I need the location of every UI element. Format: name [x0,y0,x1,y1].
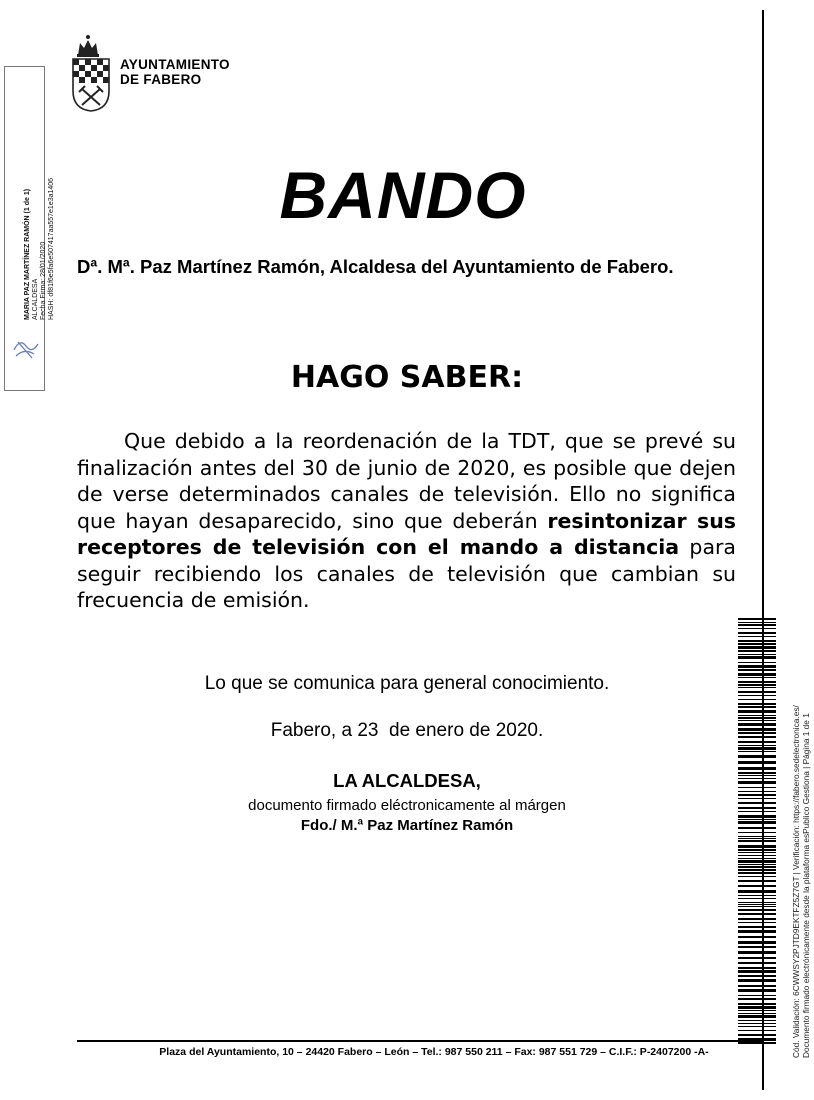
barcode-bar [738,827,776,829]
barcode-bar [738,941,776,944]
signature-date-line: Fecha Firma: 28/01/2020 [40,241,47,320]
barcode-bar [738,906,776,907]
intro-paragraph: Dª. Mª. Paz Martínez Ramón, Alcaldesa del Ayuntamiento de Fabero. [77,256,674,277]
barcode-bar [738,1020,776,1021]
barcode-bar [738,745,776,746]
barcode-bar [738,872,776,874]
barcode-bar [738,864,776,865]
barcode-bar [738,975,776,977]
barcode-bar [738,1042,776,1044]
barcode-bar [738,798,776,799]
barcode-bar [738,628,776,629]
body-paragraph [77,428,736,614]
barcode-bar [738,1015,776,1018]
body-text-emphasis: resintonizar sus receptores de televisión con el mando a distancia [77,508,736,559]
barcode-bar [738,918,776,920]
barcode-bar [738,840,776,842]
barcode-bar [738,930,776,933]
barcode-bar [738,926,776,928]
barcode-bar [738,936,776,938]
barcode-bar [738,706,776,708]
barcode-bar [738,654,776,655]
barcode-bar [738,662,776,663]
barcode-bar [738,895,776,896]
barcode-bar [738,723,776,726]
barcode-bar [738,1006,776,1009]
barcode-bar [738,673,776,676]
body-text-part1: Que debido a la reordenación de la TDT, que se prevé su finalización antes del 30 de junio de 2020, es posible que dejen de verse determinados canales de televisión. Ello no significa que hayan desaparecido, sino que deberán [77,429,736,533]
barcode-bar [738,957,776,959]
footer-address: Plaza del Ayuntamiento, 10 – 24420 Fabero – León – Tel.: 987 550 211 – Fax: 987 551 729 – C.I.F.: P-2407200 -A- [159,1046,709,1058]
barcode-bar [738,1034,776,1036]
barcode-bar [738,852,776,853]
barcode-bar [738,898,776,899]
barcode-bar [738,832,776,833]
barcode-bar [738,691,776,693]
barcode-bar [738,618,776,620]
signer-name: Fdo./ M.ª Paz Martínez Ramón [300,817,514,834]
barcode-bar [738,904,776,905]
barcode-bar [738,1010,776,1011]
barcode-bar [738,732,776,734]
barcode-bar [738,967,776,969]
barcode-bar [738,787,776,788]
barcode-bar [738,781,776,784]
barcode-bar [738,761,776,764]
barcode-bar [738,995,776,996]
signer-role-line: ALCALDESA [32,278,39,320]
barcode-bar [738,998,776,1000]
barcode-bar [738,819,776,820]
barcode-bar [738,717,776,719]
footer-rule [77,1040,763,1042]
validation-barcode [738,618,776,1045]
verification-text [792,618,811,1058]
crown-icon [77,35,99,57]
barcode-bar [738,728,776,731]
barcode-bar [738,775,776,776]
barcode-bar [738,755,776,758]
barcode-bar [738,794,776,796]
hago-saber-heading: HAGO SABER: [290,360,524,395]
barcode-bar [738,715,776,716]
barcode-bar [738,643,776,645]
signature-hash-line: HASH: df81f6e5fa6e507417aa557e1e3a1406 [48,177,55,320]
barcode-bar [738,815,776,818]
barcode-bar [738,695,776,696]
barcode-bar [738,1026,776,1027]
barcode-bar [738,656,776,659]
barcode-bar [738,681,776,683]
verification-code-line: Cód. Validación: 6CWWSY2PJTD9EKTFZ5Z7GT | Verificación: https://fabero.sedelectronica.es/ [791,705,801,1058]
barcode-bar [738,970,776,973]
logo-text-line1: AYUNTAMIENTO [120,57,230,72]
barcode-bar [738,821,776,824]
barcode-bar [738,845,776,848]
barcode-bar [738,902,776,903]
barcode-bar [738,751,776,752]
barcode-bar [738,860,776,863]
barcode-bar [738,767,776,770]
barcode-bar [738,962,776,964]
barcode-bar [738,665,776,668]
barcode-bar [738,747,776,750]
barcode-bar [738,791,776,792]
barcode-bar [738,985,776,987]
barcode-bar [738,703,776,705]
logo-text-line2: DE FABERO [120,72,202,87]
barcode-bar [738,946,776,948]
barcode-bar [738,1003,776,1005]
barcode-bar [738,951,776,954]
barcode-bar [738,838,776,839]
barcode-bar [738,677,776,678]
barcode-bar [738,913,776,915]
barcode-bar [738,636,776,637]
barcode-bar [738,876,776,877]
verification-platform-line: Documento firmado electrónicamente desde la plataforma esPublico Gestiona | Página 1 de 1 [800,713,811,1058]
barcode-bar [738,811,776,812]
signer-line: MARIA PAZ MARTÍNEZ RAMÓN (1 de 1) [24,188,31,320]
barcode-bar [738,858,776,859]
barcode-bar [738,646,776,649]
barcode-bar [738,979,776,982]
body-text-part2: para seguir recibiendo los canales de televisión que cambian su frecuencia de emisión. [77,535,736,612]
barcode-bar [738,622,776,623]
barcode-bar [738,640,776,642]
barcode-bar [738,849,776,851]
barcode-bar [738,1030,776,1031]
barcode-bar [738,909,776,911]
barcode-bar [738,1023,776,1024]
barcode-bar [738,885,776,887]
barcode-bar [738,836,776,837]
barcode-bar [738,684,776,686]
barcode-bar [738,1013,776,1014]
barcode-bar [738,632,776,634]
barcode-bar [738,866,776,868]
barcode-bar [738,802,776,804]
barcode-bar [738,699,776,700]
date-line: Fabero, a 23 de enero de 2020. [270,720,544,741]
barcode-bar [738,687,776,688]
barcode-bar [738,650,776,652]
barcode-bar [738,890,776,893]
crossed-hammers-icon [79,86,103,105]
barcode-bar [738,741,776,743]
barcode-bar [738,669,776,671]
barcode-bar [738,880,776,882]
electronic-signature-note: documento firmado eléctronicamente al márgen [248,797,566,814]
barcode-bar [738,720,776,721]
document-title: BANDO [279,158,527,232]
barcode-bar [738,624,776,626]
barcode-bar [738,778,776,779]
barcode-bar [738,710,776,713]
barcode-bar [738,772,776,774]
barcode-bar [738,736,776,738]
signer-title: LA ALCALDESA, [333,770,481,791]
barcode-bar [738,855,776,856]
barcode-bar [738,807,776,809]
barcode-bar [738,989,776,992]
barcode-bar [738,869,776,871]
barcode-bar [738,922,776,923]
communication-line: Lo que se comunica para general conocimiento. [204,673,610,694]
